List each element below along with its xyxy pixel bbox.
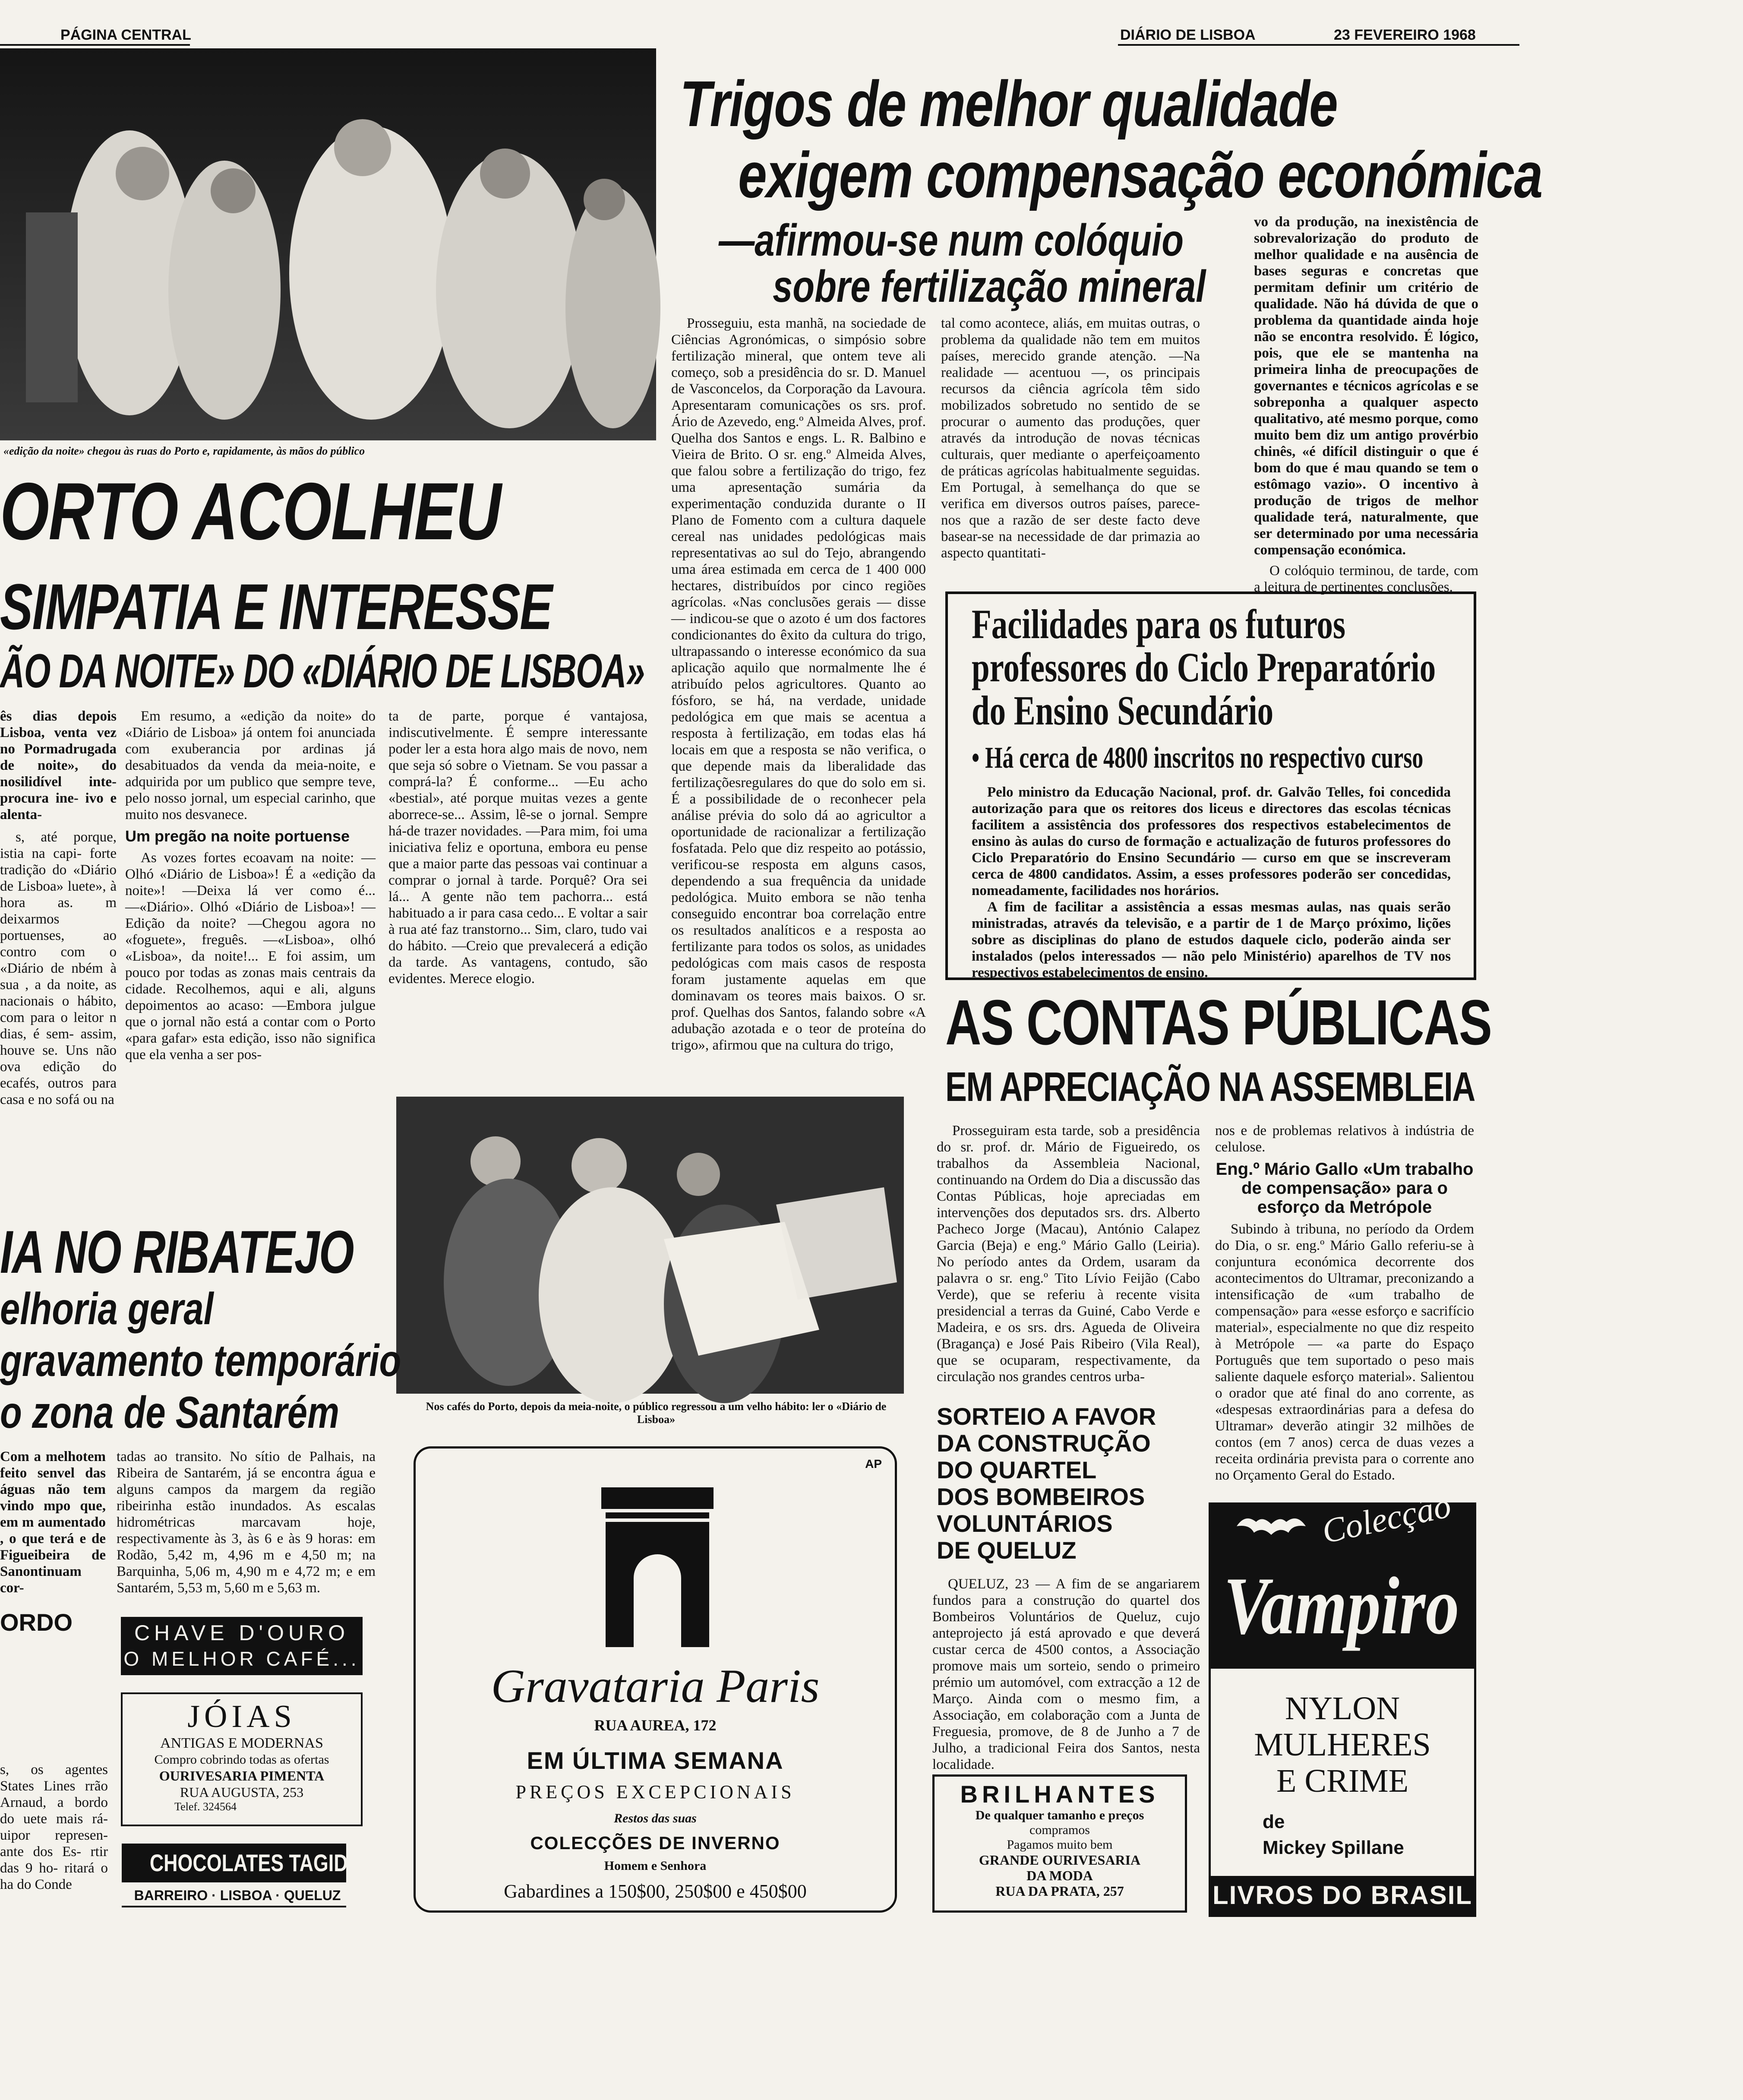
sorteio-headline	[937, 1403, 1156, 1564]
vampiro-footer: LIVROS DO BRASIL	[1212, 1881, 1473, 1910]
gravataria-prices: PREÇOS EXCEPCIONAIS	[515, 1781, 795, 1803]
brilhantes-line-6: RUA DA PRATA, 257	[995, 1883, 1124, 1899]
contas-column-1	[937, 1123, 1200, 1395]
facilidades-head-2-text: professores do Ciclo Preparatório	[972, 644, 1436, 690]
gravataria-street: RUA AUREA, 172	[594, 1717, 717, 1734]
porto-col3-body: ta de parte, porque é vantajosa, indiscutivelmente. É sempre interessante poder ler a esta hora algo mais de novo, nem que seja só sobre o Vietnam. Se vou passar a comprá-la? É conforme... —Eu acho «bestial», até porque muitas vezes a gente aborrece-se... Assim, lê-se o jornal. Sempre há-de trazer novidades. —Para mim, foi uma iniciativa feliz e oportuna, embora eu pense que a maior parte das pessoas vai continuar a comprar o jornal à tarde. Porquê? Ora sei lá... A gente não tem pachorra... está habituado a ir para casa cedo... E voltar a sair à rua até faz transtorno... Sim, claro, tudo vai do hábito. —Creio que prevalecerá a edição da tarde. As vantagens, contudo, são evidentes. Merece elogio.	[388, 708, 647, 987]
sorteio-head-1: SORTEIO A FAVOR	[937, 1403, 1156, 1430]
gravataria-homem-senhora: Homem e Senhora	[604, 1859, 707, 1873]
facilidades-body-2: A fim de facilitar a assistência a essas mesmas aulas, nas quais serão ministradas, através da televisão, e a partir de 1 de Março próximo, lições sobre as disciplinas do plano de estudos daquele ciclo, poderão ainda ser instalados (pelos interessados — não pelo Ministério) aparelhos de TV nos respectivos estabelecimentos de ensino.	[972, 899, 1451, 980]
brilhantes-line-5: DA MODA	[1026, 1868, 1093, 1883]
sorteio-head-6: DE QUELUZ	[937, 1537, 1077, 1564]
section-label: PÁGINA CENTRAL	[60, 27, 191, 43]
facilidades-subhead	[972, 741, 1582, 775]
chocolates-cities: BARREIRO · LISBOA · QUELUZ	[134, 1888, 341, 1903]
newspaper-name: DIÁRIO DE LISBOA	[1120, 27, 1256, 43]
chave-douro-ad	[121, 1617, 363, 1675]
vampiro-brand	[1224, 1561, 1511, 1651]
trigos-headline-1-text: Trigos de melhor qualidade	[680, 67, 1338, 140]
joias-line-4: RUA AUGUSTA, 253	[180, 1784, 304, 1800]
sorteio-column	[932, 1576, 1200, 1772]
porto-col2-body2: As vozes fortes ecoavam na noite: —Olhó «Diário de Lisboa»! É a «edição da noite»! —Deixa lá ver como é... —«Diário». Olhó «Diário de Lisboa»! — Edição da noite? —Chegou agora no «foguete», freguês. —«Lisboa», olhó «Lisboa», da noite!... E foi assim, um pouco por todas as zonas mais centrais da cidade. Recolhemos, aqui e ali, alguns depoimentos ao acaso: —Embora julgue que o jornal não está a contar com o Porto «para gafar» esta edição, isso não significa que ela venha a ser pos-	[125, 850, 376, 1063]
facilidades-head-2	[972, 646, 1566, 689]
vampiro-title-3: E CRIME	[1276, 1763, 1409, 1799]
facilidades-body-1: Pelo ministro da Educação Nacional, prof. dr. Galvão Telles, foi concedida autorização para que os reitores dos liceus e directores das escolas técnicas facilitem a assistência dos professores dos respectivos estabelecimentos de ensino às aulas do curso de formação e actualização de futuros professores do Ciclo Preparatório do Ensino Secundário — curso em que se inscreveram cerca de 4800 candidatos. Assim, a esses professores poderão ser concedidas, nomeadamente, facilidades nos horários.	[972, 784, 1451, 898]
gravataria-restos: Restos das suas	[614, 1811, 697, 1825]
chocolates-underline	[122, 1906, 346, 1907]
sorteio-head-4: DOS BOMBEIROS	[937, 1483, 1145, 1510]
porto-headline-3-text: ÃO DA NOITE» DO «DIÁRIO DE LISBOA»	[0, 645, 644, 698]
joias-line-2: Compro cobrindo todas as ofertas	[154, 1752, 329, 1767]
trigos-column-2	[941, 315, 1200, 583]
contas-headline-2-text: EM APRECIAÇÃO NA ASSEMBLEIA	[945, 1064, 1475, 1110]
ribatejo-column-2	[117, 1448, 376, 1595]
bordo-body: s, os agentes States Lines rrão Arnaud, a bordo do uete mais rá- uipor represen- ante dos Es- rtir das 9 ho- ritará o ha do Conde	[0, 1762, 108, 1892]
porto-col1-lead: ês dias depois Lisboa, venta vez no Pormadrugada de noite», do nosilidível inte- procura ine- ivo e alenta-	[0, 708, 117, 822]
trigos-col1-body: Prosseguiu, esta manhã, na sociedade de Ciências Agronómicas, o simpósio sobre fertilização mineral, que ontem teve ali começo, sob a presidência do sr. D. Manuel de Vasconcelos, da Corporação da Lavoura. Apresentaram comunicações os srs. prof. Ário de Azevedo, eng.º Almeida Alves, prof. Quelha dos Santos e engs. L. R. Balbino e Vieira de Brito. O sr. eng.º Almeida Alves, que falou sobre a fertilização do trigo, fez uma apresentação sumária da experimentação conduzida durante o II Plano de Fomento com a cultura daquele cereal nas unidades pedológicas mais representativas ao sul do Tejo, abrangendo uma área estimada em cerca de 1 400 000 hectares, distribuídos por cinco regiões agrícolas. «Nas conclusões gerais — disse — indicou-se que o azoto é um dos factores condicionantes do êxito da cultura do trigo, ultrapassando o interesse económico da sua aplicação aquilo que normalmente lhe é atribuído pelos agricultores. Quanto ao fósforo, se há, na verdade, unidade pedológica em que mais se acentua a resposta à fertilização, em todas elas há locais em que a resposta se não verifica, o que depende mais da liberalidade das fertilizaçõesregulares do que do solo em si. É a possibilidade de o reconhecer pela análise prévia do solo dá ao agricultor a oportunidade de racionalizar a fertilização fosfatada. Pelo que diz respeito ao potássio, verificou-se resposta em alguns casos, dependendo a sua frequência da unidade pedológica. Muito embora se não tenha conseguido encontrar boa correlação entre os resultados analíticos e a resposta ao fertilizante para todos os solos, as unidades pedológicas com mais casos de resposta foram justamente aquelas em que dominavam os teores mais baixos. O sr. prof. Quelhas dos Santos, falando sobre «A adubação azotada e o teor de proteína do trigo», afirmou que na cultura do trigo,	[671, 316, 926, 1053]
vampiro-footer-bar	[1211, 1876, 1474, 1915]
vampiro-ad	[1209, 1486, 1476, 1917]
trigos-deck-2-text: sobre fertilização mineral	[773, 262, 1206, 312]
chocolates-tagides-ad	[122, 1844, 374, 1882]
ribatejo-headline-3-text: gravamento temporário	[0, 1336, 401, 1386]
gravataria-gabardines: Gabardines a 150$00, 250$00 e 450$00	[504, 1881, 807, 1902]
trigos-col3-body: vo da produção, na inexistência de sobrevalorização do produto de melhor qualidade e na ausência de bases seguras e concretas que permitam definir um critério de qualidade. Não há dúvida de que o problema da quantidade ainda hoje não se encontra resolvido. É lógico, pois, que ele se mantenha na primeira linha de preocupações de governantes e técnicos agrícolas e se sobreponha a qualquer aspecto qualitativo, até mesmo porque, como muito bem diz um antigo provérbio chinês, «é difícil distinguir o que é bom do que é mau quando se tem o estômago vazio». O incentivo à produção de trigos de melhor qualidade terá, naturalmente, que ser determinado por uma necessária compensação económica.	[1254, 214, 1478, 558]
porto-column-3	[388, 708, 647, 1097]
chocolates-title	[122, 1844, 374, 1882]
trigos-deck-1-text: —afirmou-se num colóquio	[719, 215, 1184, 266]
ribatejo-headline-1	[0, 1218, 471, 1286]
joias-line-3: OURIVESARIA PIMENTA	[159, 1768, 325, 1784]
porto-headline-1-text: ORTO ACOLHEU	[0, 466, 501, 557]
facilidades-head-1-text: Facilidades para os futuros	[972, 601, 1346, 647]
contas-col2-body: Subindo à tribuna, no período da Ordem do Dia, o sr. eng.º Mário Gallo referiu-se à conjuntura económica decorrente dos acontecimentos do Ultramar, preconizando a intensificação de «um trabalho de compensação» para «esse esforço e sacrifício material», especialmente no que diz respeito à Metrópole — «a parte do Espaço Português que tem suportado o peso mais saliente daquele esforço material». Salientou o orador que até final do ano corrente, as «despesas extraordinárias para a defesa do Ultramar» deverão atingir 32 milhões de contos (em 7 anos) cerca de duas vezes a receita ordinária prevista para o corrente ano no Orçamento Geral do Estado.	[1215, 1221, 1474, 1483]
bordo-headline: ORDO	[0, 1609, 73, 1636]
contas-headline-1	[945, 987, 1645, 1058]
porto-column-1	[0, 708, 117, 1209]
vampiro-author: Mickey Spillane	[1263, 1837, 1404, 1858]
trigos-column-1	[671, 315, 926, 1084]
vampiro-title-1: NYLON	[1285, 1690, 1400, 1727]
contas-col2-subhead: Eng.º Mário Gallo «Um trabalho de compensação» para o esforço da Metrópole	[1216, 1160, 1474, 1217]
sorteio-body: QUELUZ, 23 — A fim de se angariarem fundos para a construção do quartel dos Bombeiros Voluntários de Queluz, cujo anteprojecto já está aprovado e que deverá custar cerca de 4500 contos, a Associação promove mais um sorteio, sendo o primeiro prémio um automóvel, com extracção a 12 de Março. Ainda com o mesmo fim, a Associação, em colaboração com a Junta de Freguesia, promove, de 8 de Junho a 7 de Julho, a tradicional Feira dos Santos, nesta localidade.	[932, 1576, 1200, 1772]
brilhantes-ad	[932, 1774, 1187, 1913]
chocolates-title-text: CHOCOLATES TAGIDES	[149, 1849, 374, 1876]
ribatejo-headline-1-text: IA NO RIBATEJO	[0, 1218, 354, 1286]
sorteio-head-2: DA CONSTRUÇÃO	[937, 1430, 1151, 1457]
porto-col2-body: Em resumo, a «edição da noite» do «Diário de Lisboa» já ontem foi anunciada com exuberancia por ardinas já desabituados da venda da meia-noite, e adquirida por um publico que sempre teve, pelo nosso jornal, um especial carinho, que muito nos desvanece.	[125, 708, 376, 822]
joias-title: JÓIAS	[187, 1699, 296, 1734]
joias-line-1: ANTIGAS E MODERNAS	[160, 1735, 323, 1751]
contas-column-2	[1215, 1123, 1474, 1502]
contas-headline-2	[945, 1066, 1624, 1108]
brilhantes-line-3: Pagamos muito bem	[1007, 1838, 1113, 1852]
porto-crowd-photo	[0, 48, 656, 440]
cafe-photo-caption: Nos cafés do Porto, depois da meia-noite, o público regressou a um velho hábito: ler o «Diário de Lisboa»	[426, 1400, 887, 1426]
ribatejo-headline-3	[0, 1336, 502, 1386]
issue-date: 23 FEVEREIRO 1968	[1334, 27, 1476, 43]
ribatejo-headline-2-text: elhoria geral	[0, 1284, 214, 1334]
gravataria-corner-mark: AP	[865, 1457, 882, 1471]
contas-col1-body: Prosseguiram esta tarde, sob a presidência do sr. prof. dr. Mário de Figueiredo, os trabalhos da Assembleia Nacional, continuando na Ordem do Dia a discussão das Contas Públicas, hoje apreciadas em intervenções dos deputados srs. drs. Alberto Pacheco Jorge (Macau), António Calapez Garcia (Beja) e eng.º Mário Gallo (Leiria). No período antes da Ordem, usaram da palavra o sr. eng.º Tito Lívio Feijão (Cabo Verde), que se referiu à recente visita presidencial a terras da Guiné, Cabo Verde e Madeira, e os srs. drs. Agueda de Oliveira (Bragança) e José Pais Ribeiro (Vila Real), que se ocuparam, respectivamente, da circulação nos grandes centros urba-	[937, 1123, 1200, 1385]
brilhantes-line-1: De qualquer tamanho e preços	[975, 1808, 1144, 1822]
ribatejo-col2-body: tadas ao transito. No sítio de Palhais, na Ribeira de Santarém, já se encontra água e alguns campos da margem da região ribeirinha estão inundados. As escalas hidrométricas marcavam hoje, respectivamente às 3, às 6 e às 9 horas: em Rodão, 5,42 m, 4,96 m e 4,50 m; na Barquinha, 5,06 m, 4,90 m e 4,72 m; e em Santarém, 5,53 m, 5,60 m e 5,63 m.	[117, 1449, 376, 1596]
porto-column-2	[125, 708, 376, 1209]
brilhantes-line-2: compramos	[1029, 1823, 1090, 1837]
trigos-deck-1	[719, 215, 1300, 266]
bat-icon	[1237, 1513, 1306, 1539]
facilidades-body	[972, 784, 1451, 980]
trigos-headline-2	[738, 139, 1743, 211]
joias-ad	[121, 1692, 363, 1826]
vampiro-colecao-text: Colecção	[1319, 1486, 1455, 1551]
vampiro-title-2: MULHERES	[1254, 1727, 1431, 1763]
brilhantes-line-4: GRANDE OURIVESARIA	[979, 1852, 1141, 1868]
ribatejo-headline-4-text: o zona de Santarém	[0, 1388, 339, 1438]
gravataria-collections: COLECÇÕES DE INVERNO	[530, 1833, 780, 1853]
trigos-col3-end: O colóquio terminou, de tarde, com a leitura de pertinentes conclusões.	[1254, 563, 1478, 595]
facilidades-head-3-text: do Ensino Secundário	[972, 687, 1274, 734]
joias-line-5: Telef. 324564	[174, 1800, 237, 1813]
trigos-headline-2-text: exigem compensação económica	[738, 139, 1542, 211]
vampiro-de: de	[1263, 1811, 1285, 1832]
brilhantes-title: BRILHANTES	[960, 1781, 1159, 1808]
chave-douro-slogan: O MELHOR CAFÉ...	[123, 1648, 360, 1670]
ribatejo-headline-4	[0, 1388, 424, 1438]
facilidades-head-3	[972, 689, 1358, 732]
contas-col2-top: nos e de problemas relativos à indústria de celulose.	[1215, 1123, 1474, 1155]
masthead-rule-left	[0, 44, 190, 46]
facilidades-box	[945, 591, 1476, 980]
bordo-column	[0, 1762, 108, 1908]
ribatejo-column-1	[0, 1448, 106, 1595]
gravataria-last-week: EM ÚLTIMA SEMANA	[527, 1747, 784, 1774]
sorteio-head-5: VOLUNTÁRIOS	[937, 1510, 1113, 1537]
vampiro-colecao	[1319, 1486, 1455, 1553]
sorteio-head-3: DO QUARTEL	[937, 1456, 1097, 1483]
trigos-headline-1	[680, 67, 1502, 140]
trigos-column-3	[1254, 214, 1478, 595]
porto-headline-1	[0, 466, 642, 557]
gravataria-paris-ad	[414, 1446, 897, 1913]
facilidades-subhead-text: • Há cerca de 4800 inscritos no respectivo curso	[972, 741, 1424, 775]
trigos-col2-body: tal como acontece, aliás, em muitas outras, o problema da qualidade não tem em muitos países, merecido grande atenção. —Na realidade — acentuou —, os principais recursos da ciência agrícola têm sido mobilizados sobretudo no sentido de se procurar o aumento das produções, quer através da introdução de novas técnicas culturais, quer mediante o aperfeiçoamento de práticas agrícolas habitualmente seguidas. Em Portugal, à semelhança do que se verifica em diversos outros países, parece-nos que a razão de ser deste facto deve basear-se na necessidade de dar primazia ao aspecto quantitati-	[941, 316, 1200, 561]
porto-photo-caption: «edição da noite» chegou às ruas do Porto e, rapidamente, às mãos do público	[3, 445, 365, 457]
chave-douro-title: CHAVE D'OURO	[134, 1621, 350, 1645]
porto-headline-2	[0, 570, 726, 643]
porto-headline-2-text: SIMPATIA E INTERESSE	[0, 570, 552, 643]
ribatejo-headline-2	[0, 1284, 267, 1334]
facilidades-head-1	[972, 603, 1451, 646]
arch-icon	[601, 1487, 714, 1647]
trigos-deck-2	[773, 262, 1314, 312]
porto-col2-subhead: Um pregão na noite portuense	[125, 827, 350, 845]
porto-col1-body: s, até porque, istia na capi- forte tradição do «Diário de Lisboa» luete», à hora as. m deixarmos portuenses, ao contro com o «Diário de nbém à sua , a da noite, as nacionais o hábito, com para o leitor n dias, é sem- assim, houve se. Uns não ova edição do ecafés, outros para casa e no sofá ou na	[0, 829, 117, 1107]
vampiro-brand-text: Vampiro	[1224, 1561, 1459, 1651]
ribatejo-col1-body: Com a melhotem feito senvel das águas não tem vindo mpo que, em m aumentado , o que terá e de Figueibeira de Sanontinuam cor-	[0, 1449, 106, 1596]
contas-headline-1-text: AS CONTAS PÚBLICAS	[945, 987, 1492, 1058]
gravataria-name: Gravataria Paris	[491, 1660, 820, 1712]
masthead-rule-right	[1118, 44, 1519, 46]
